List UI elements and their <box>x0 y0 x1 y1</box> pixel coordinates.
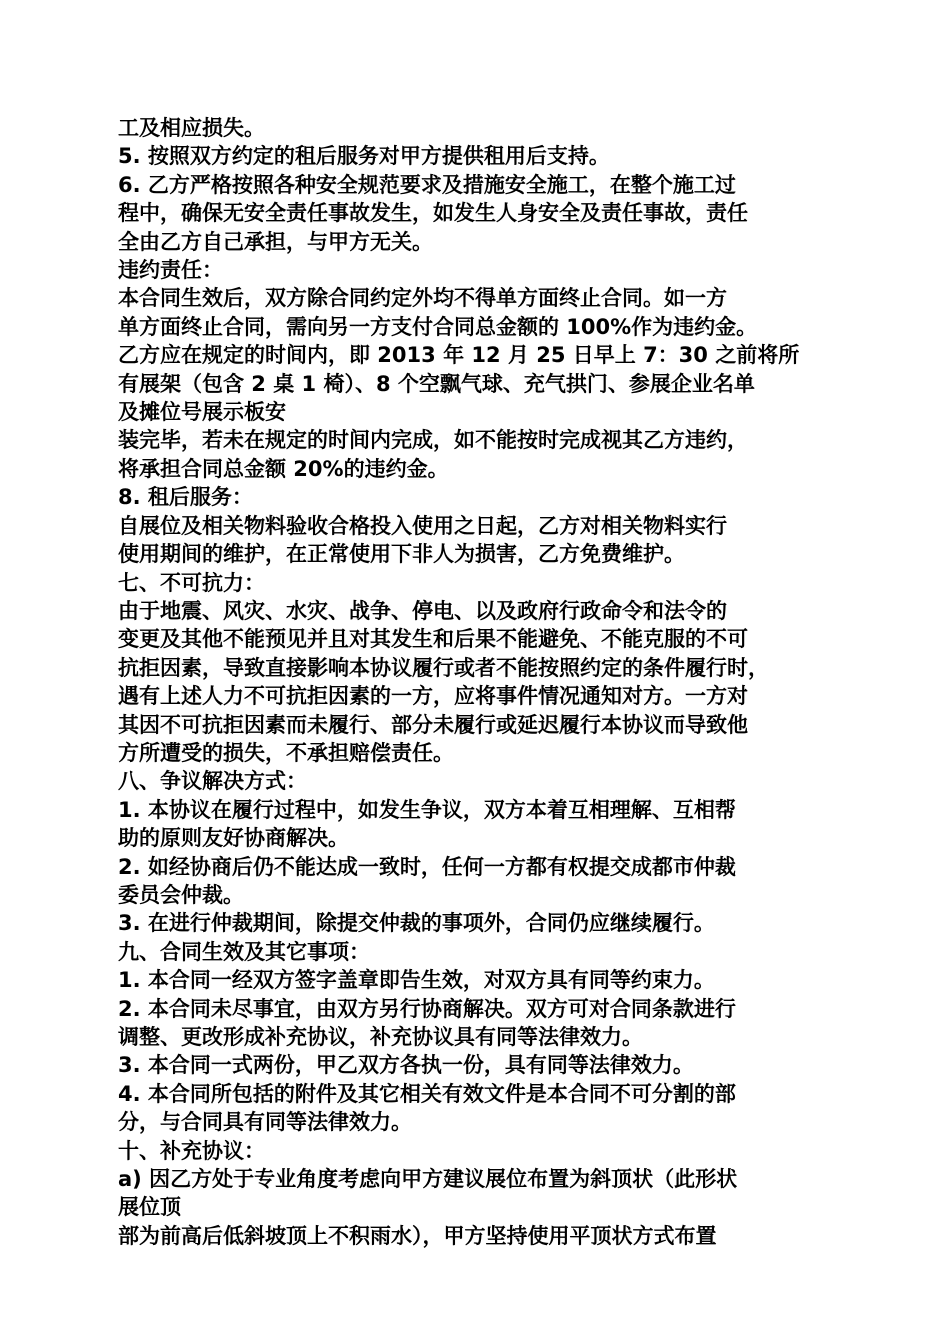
text-line: 程中，确保无安全责任事故发生，如发生人身安全及责任事故，责任 <box>118 201 748 226</box>
text-line: 变更及其他不能预见并且对其发生和后果不能避免、不能克服的不可 <box>118 627 748 652</box>
text-line: 助的原则友好协商解决。 <box>118 826 349 851</box>
text-line: 1. 本协议在履行过程中，如发生争议，双方本着互相理解、互相帮 <box>118 797 736 822</box>
text-line: 6. 乙方严格按照各种安全规范要求及措施安全施工，在整个施工过 <box>118 172 736 197</box>
text-line: 部为前高后低斜坡顶上不积雨水），甲方坚持使用平顶状方式布置 <box>118 1223 717 1248</box>
document-page <box>118 114 858 1250</box>
text-line: 5. 按照双方约定的租后服务对甲方提供租用后支持。 <box>118 144 610 169</box>
text-line: 全由乙方自己承担，与甲方无关。 <box>118 229 433 254</box>
section-heading: 十、补充协议： <box>118 1138 265 1163</box>
text-line: 单方面终止合同，需向另一方支付合同总金额的 100%作为违约金。 <box>118 314 758 339</box>
text-line: 使用期间的维护，在正常使用下非人为损害，乙方免费维护。 <box>118 542 685 567</box>
text-line: 1. 本合同一经双方签字盖章即告生效，对双方具有同等约束力。 <box>118 968 715 993</box>
text-line: a) 因乙方处于专业角度考虑向甲方建议展位布置为斜顶状（此形状 <box>118 1167 738 1192</box>
text-line: 工及相应损失。 <box>118 116 265 140</box>
text-line: 4. 本合同所包括的附件及其它相关有效文件是本合同不可分割的部 <box>118 1081 736 1106</box>
text-line: 将承担合同总金额 20%的违约金。 <box>118 456 449 481</box>
section-heading: 七、不可抗力： <box>118 570 265 595</box>
text-line: 委员会仲裁。 <box>118 882 244 907</box>
text-line: 其因不可抗拒因素而未履行、部分未履行或延迟履行本协议而导致他 <box>118 712 748 737</box>
text-line: 抗拒因素，导致直接影响本协议履行或者不能按照约定的条件履行时， <box>118 655 769 680</box>
text-line: 调整、更改形成补充协议，补充协议具有同等法律效力。 <box>118 1025 643 1049</box>
text-line: 有展架（包含 2 桌 1 椅）、8 个空飘气球、充气拱门、参展企业名单 <box>118 371 755 396</box>
text-line: 2. 本合同未尽事宜，由双方另行协商解决。双方可对合同条款进行 <box>118 996 736 1021</box>
text-line: 分，与合同具有同等法律效力。 <box>118 1110 412 1135</box>
section-heading: 八、争议解决方式： <box>118 769 307 794</box>
text-line: 3. 在进行仲裁期间，除提交仲裁的事项外，合同仍应继续履行。 <box>118 911 715 936</box>
text-line: 本合同生效后，双方除合同约定外均不得单方面终止合同。如一方 <box>118 286 727 311</box>
text-line: 方所遭受的损失，不承担赔偿责任。 <box>118 740 454 765</box>
text-line: 遇有上述人力不可抗拒因素的一方，应将事件情况通知对方。一方对 <box>118 684 748 709</box>
text-line: 乙方应在规定的时间内，即 2013 年 12 月 25 日早上 7：30 之前将所 <box>118 343 800 368</box>
section-heading: 违约责任： <box>118 258 223 283</box>
text-line: 由于地震、风灾、水灾、战争、停电、以及政府行政命令和法令的 <box>118 598 727 623</box>
section-heading: 8. 租后服务： <box>118 485 253 510</box>
section-heading: 九、合同生效及其它事项： <box>118 939 370 964</box>
text-line: 及摊位号展示板安 <box>118 400 286 425</box>
text-line: 2. 如经协商后仍不能达成一致时，任何一方都有权提交成都市仲裁 <box>118 854 736 879</box>
text-line: 装完毕，若未在规定的时间内完成，如不能按时完成视其乙方违约， <box>118 428 748 453</box>
text-line: 展位顶 <box>118 1195 181 1220</box>
text-line: 自展位及相关物料验收合格投入使用之日起，乙方对相关物料实行 <box>118 513 727 538</box>
text-line: 3. 本合同一式两份，甲乙双方各执一份，具有同等法律效力。 <box>118 1053 694 1078</box>
